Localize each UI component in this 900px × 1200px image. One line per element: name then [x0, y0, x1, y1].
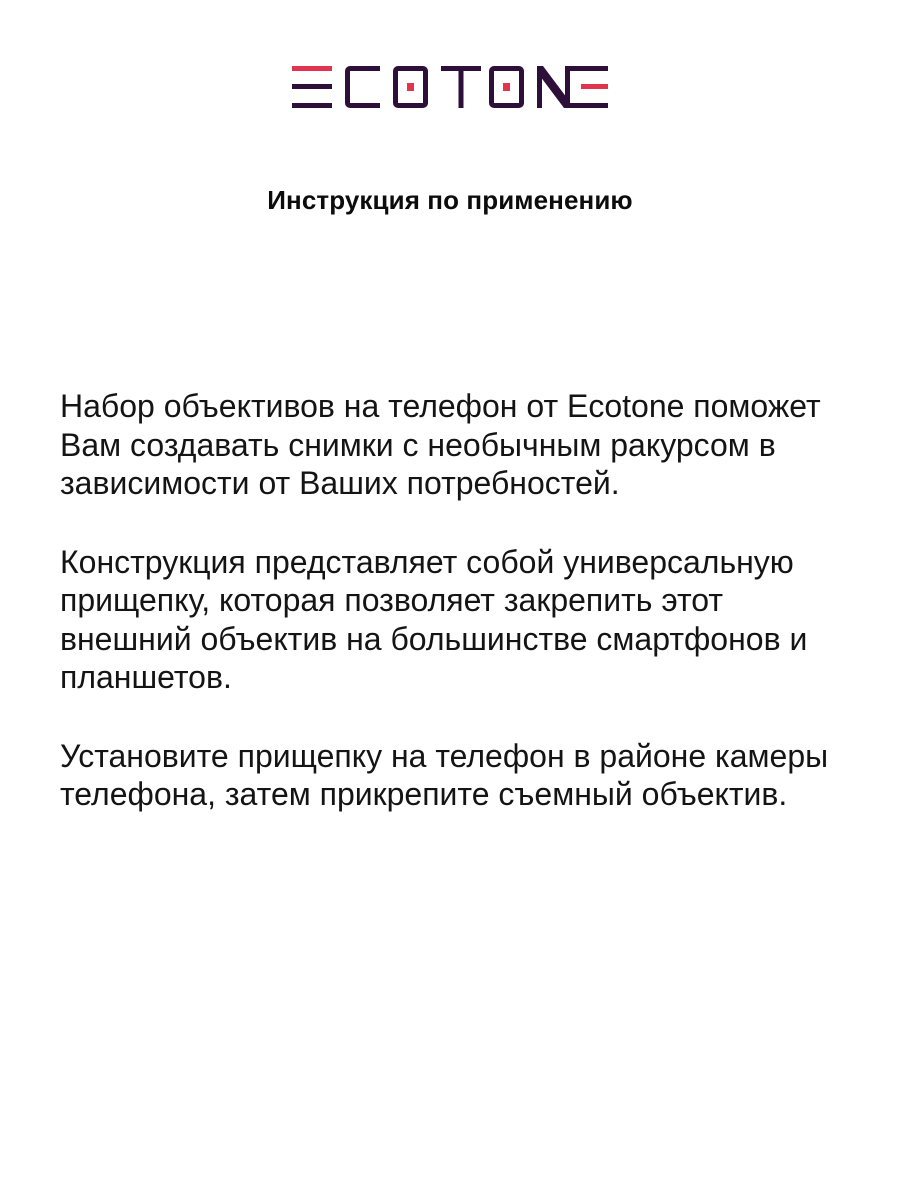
instruction-body — [60, 387, 860, 854]
paragraph-intro: Набор объективов на телефон от Ecotone поможет Вам создавать снимки с необычным ракурсом в зависимости от Ваших потребностей. — [60, 388, 821, 501]
logo-letter-o-second — [489, 66, 524, 108]
logo-letter-e-left — [292, 66, 332, 108]
logo-letter-t — [441, 66, 481, 108]
paragraph-installation: Установите прищепку на телефон в районе камеры телефона, затем прикрепите съемный объектив. — [60, 737, 829, 812]
paragraph-construction: Конструкция представляет собой универсальную прищепку, которая позволяет закрепить этот внешний объектив на большинстве смартфонов и планшетов. — [60, 543, 808, 695]
page-title: Инструкция по применению — [267, 185, 633, 215]
logo-letter-e-right — [568, 66, 608, 108]
brand-logo-container — [0, 62, 900, 112]
logo-letter-n — [537, 66, 570, 108]
logo-letter-c — [345, 66, 380, 108]
logo-letter-o-first — [393, 66, 428, 108]
ecotone-logo — [292, 62, 608, 112]
